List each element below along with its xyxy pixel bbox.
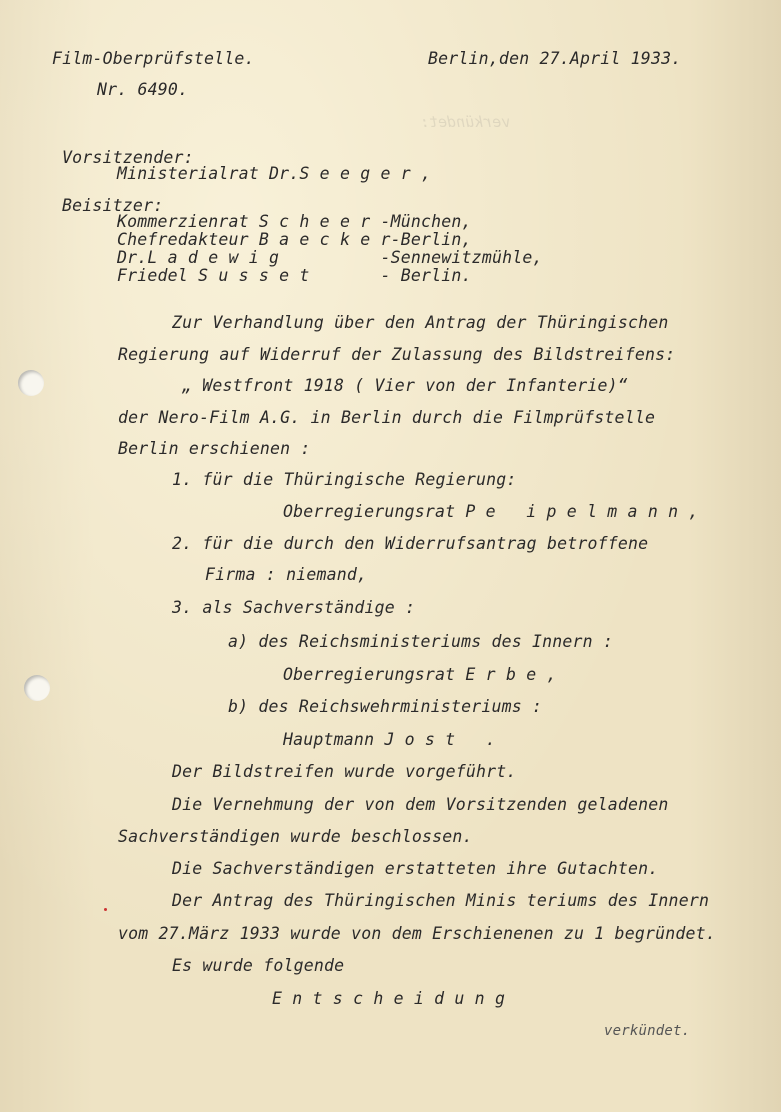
proceedings-line-3: Sachverständigen wurde beschlossen. xyxy=(118,827,473,846)
item-2-person: Firma : niemand, xyxy=(205,565,368,584)
chair-label: Vorsitzender: xyxy=(62,148,194,167)
assessor-3: Dr.L a d e w i g -Sennewitzmühle, xyxy=(117,248,543,267)
decision-heading: E n t s c h e i d u n g xyxy=(272,989,506,1008)
punch-hole-bottom xyxy=(24,675,50,701)
ink-mark xyxy=(104,908,107,911)
proceedings-line-5: Der Antrag des Thüringischen Minis teriums des Innern xyxy=(172,891,710,910)
item-1-person: Oberregierungsrat P e i p e l m a n n , xyxy=(283,502,699,521)
assessors-label: Beisitzer: xyxy=(62,196,164,215)
intro-line-5: Berlin erschienen : xyxy=(118,439,311,458)
assessor-1: Kommerzienrat S c h e e r -München, xyxy=(117,212,472,231)
chair-name: Ministerialrat Dr.S e e g e r , xyxy=(117,164,432,183)
proceedings-line-2: Die Vernehmung der von dem Vorsitzenden geladenen xyxy=(172,795,669,814)
item-3a-label: a) des Reichsministeriums des Innern : xyxy=(228,632,614,651)
place-and-date: Berlin,den 27.April 1933. xyxy=(428,49,682,68)
show-through-text: verkündet: xyxy=(420,113,511,131)
item-1-label: 1. für die Thüringische Regierung: xyxy=(172,470,517,489)
intro-line-2: Regierung auf Widerruf der Zulassung des Bildstreifens: xyxy=(118,345,676,364)
proceedings-line-1: Der Bildstreifen wurde vorgeführt. xyxy=(172,762,517,781)
item-3-label: 3. als Sachverständige : xyxy=(172,598,416,617)
item-3a-person: Oberregierungsrat E r b e , xyxy=(283,665,557,684)
item-2-label: 2. für die durch den Widerrufsantrag betroffene xyxy=(172,534,649,553)
proceedings-line-6: vom 27.März 1933 wurde von dem Erschienenen zu 1 begründet. xyxy=(118,924,716,943)
item-3b-person: Hauptmann J o s t . xyxy=(283,730,496,749)
catchword: verkündet. xyxy=(604,1023,691,1039)
film-title: „ Westfront 1918 ( Vier von der Infanterie)“ xyxy=(182,376,628,395)
punch-hole-top xyxy=(18,370,44,396)
assessor-4: Friedel S u s s e t - Berlin. xyxy=(117,266,472,285)
proceedings-line-4: Die Sachverständigen erstatteten ihre Gutachten. xyxy=(172,859,659,878)
proceedings-line-7: Es wurde folgende xyxy=(172,956,345,975)
intro-line-1: Zur Verhandlung über den Antrag der Thüringischen xyxy=(172,313,669,332)
item-3b-label: b) des Reichswehrministeriums : xyxy=(228,697,543,716)
file-number: Nr. 6490. xyxy=(97,80,189,99)
issuing-office: Film-Oberprüfstelle. xyxy=(52,49,255,68)
assessor-2: Chefredakteur B a e c k e r-Berlin, xyxy=(117,230,472,249)
intro-line-4: der Nero-Film A.G. in Berlin durch die Filmprüfstelle xyxy=(118,408,656,427)
